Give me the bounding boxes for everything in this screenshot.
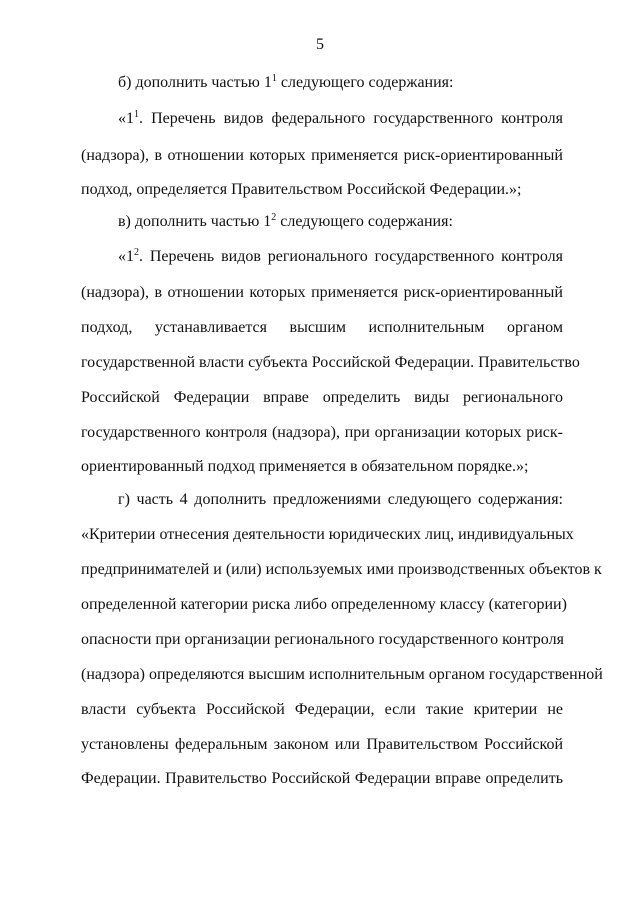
part-1-1-line-1 xyxy=(118,109,563,129)
part-1-2-line: государственного контроля (надзора), при организации которых риск- xyxy=(81,424,563,441)
part-1-1-superscript: 1 xyxy=(134,109,139,120)
para-g-line: опасности при организации регионального государственного контроля xyxy=(81,631,564,648)
para-g-heading: г) часть 4 дополнить предложениями следующего содержания: xyxy=(118,491,563,508)
part-1-2-line: Российской Федерации вправе определить виды регионального xyxy=(81,389,563,406)
para-v-text-end: следующего содержания: xyxy=(276,213,453,230)
para-b-heading xyxy=(118,73,563,93)
part-1-2-line: ориентированный подход применяется в обязательном порядке.»; xyxy=(81,458,529,475)
part-1-1-line-3: подход, определяется Правительством Российской Федерации.»; xyxy=(81,181,522,198)
para-g-line: установлены федеральным законом или Правительством Российской xyxy=(81,736,563,753)
part-1-1-line-1-text: . Перечень видов федерального государственного контроля xyxy=(139,110,563,127)
part-1-2-line-1 xyxy=(118,247,563,267)
part-1-1-line-2: (надзора), в отношении которых применяется риск-ориентированный xyxy=(81,147,563,164)
para-b-text-end: следующего содержания: xyxy=(276,74,454,91)
page-number: 5 xyxy=(316,36,324,53)
part-1-2-line: подход, устанавливается высшим исполнительным органом xyxy=(81,319,563,336)
part-1-1-number: «1 xyxy=(118,110,134,127)
para-g-line: Федерации. Правительство Российской Федерации вправе определить xyxy=(81,770,563,787)
para-g-line: «Критерии отнесения деятельности юридических лиц, индивидуальных xyxy=(81,526,574,543)
part-1-2-line: государственной власти субъекта Российской Федерации. Правительство xyxy=(81,354,580,371)
part-1-2-number: «1 xyxy=(118,248,134,265)
para-g-line: (надзора) определяются высшим исполнительным органом государственной xyxy=(81,666,603,683)
para-b-text: б) дополнить частью 1 xyxy=(118,74,272,91)
para-v-heading xyxy=(118,212,563,232)
part-1-2-line: (надзора), в отношении которых применяется риск-ориентированный xyxy=(81,284,563,301)
part-1-2-superscript: 2 xyxy=(134,247,139,258)
para-g-line: власти субъекта Российской Федерации, если такие критерии не xyxy=(81,701,563,718)
para-v-text: в) дополнить частью 1 xyxy=(118,213,272,230)
part-1-2-line-1-text: . Перечень видов регионального государственного контроля xyxy=(139,248,563,265)
para-g-line: определенной категории риска либо определенному классу (категории) xyxy=(81,596,567,613)
para-g-line: предпринимателей и (или) используемых ими производственных объектов к xyxy=(81,561,602,578)
para-b-superscript: 1 xyxy=(271,73,277,84)
para-v-superscript: 2 xyxy=(271,212,277,223)
